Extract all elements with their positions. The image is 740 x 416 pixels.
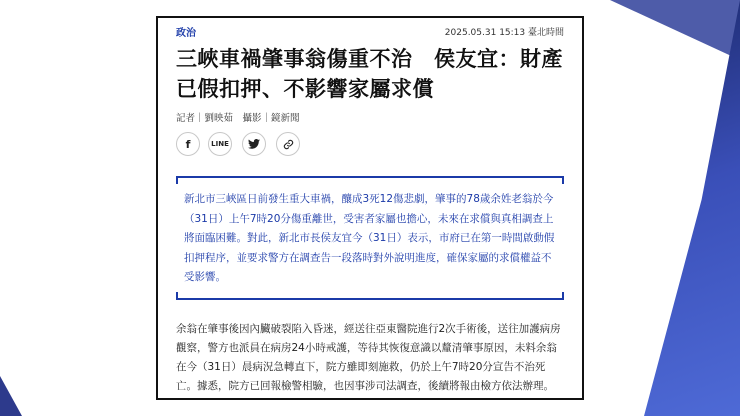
decor-corner-top-right	[610, 0, 740, 60]
byline: 記者｜劉映茹 攝影｜鏡新聞	[176, 113, 300, 124]
twitter-share-button[interactable]	[242, 132, 266, 156]
facebook-share-button[interactable]	[176, 132, 200, 156]
line-share-button[interactable]	[208, 132, 232, 156]
meta-row	[176, 24, 564, 40]
category-link[interactable]: 政治	[176, 28, 196, 39]
summary-text: 新北市三峽區日前發生重大車禍，釀成3死12傷悲劇，肇事的78歲余姓老翁於今（31日）上午7時20分傷重離世，受害者家屬也擔心，未來在求償與真相調查上將面臨困難。對此，新北市長侯友宜今（31日）表示，市府已在第一時間啟動假扣押程序，並要求警方在調查告一段落時對外說明進度，確保家屬的求償權益不受影響。	[184, 193, 555, 283]
facebook-icon: f	[185, 137, 191, 151]
summary-top-border	[176, 176, 564, 178]
link-icon	[283, 139, 294, 150]
twitter-icon	[248, 139, 260, 149]
article-headline: 三峽車禍肇事翁傷重不治 侯友宜：財產已假扣押、不影響家屬求償	[176, 47, 563, 101]
article-frame	[156, 16, 584, 400]
summary-box	[176, 176, 564, 300]
summary-bottom-border	[176, 298, 564, 300]
summary-corner	[562, 176, 564, 184]
article-body-paragraph: 余翁在肇事後因內臟破裂陷入昏迷，經送往亞東醫院進行2次手術後，送往加護病房觀察，警方也派員在病房24小時戒護，等待其恢復意識以釐清肇事原因，未料余翁在今（31日）晨病況急轉直下，院方雖即刻施救，仍於上午7時20分宣告不治死亡。據悉，院方已回報檢警相驗，也因事涉司法調查，後續將報由檢方依法辦理。	[176, 323, 561, 392]
decor-corner-right	[644, 0, 740, 416]
line-icon: LINE	[211, 140, 229, 148]
copy-link-button[interactable]	[276, 132, 300, 156]
decor-corner-left	[0, 376, 22, 416]
timestamp: 2025.05.31 15:13 臺北時間	[444, 28, 564, 38]
summary-corner	[176, 176, 178, 184]
